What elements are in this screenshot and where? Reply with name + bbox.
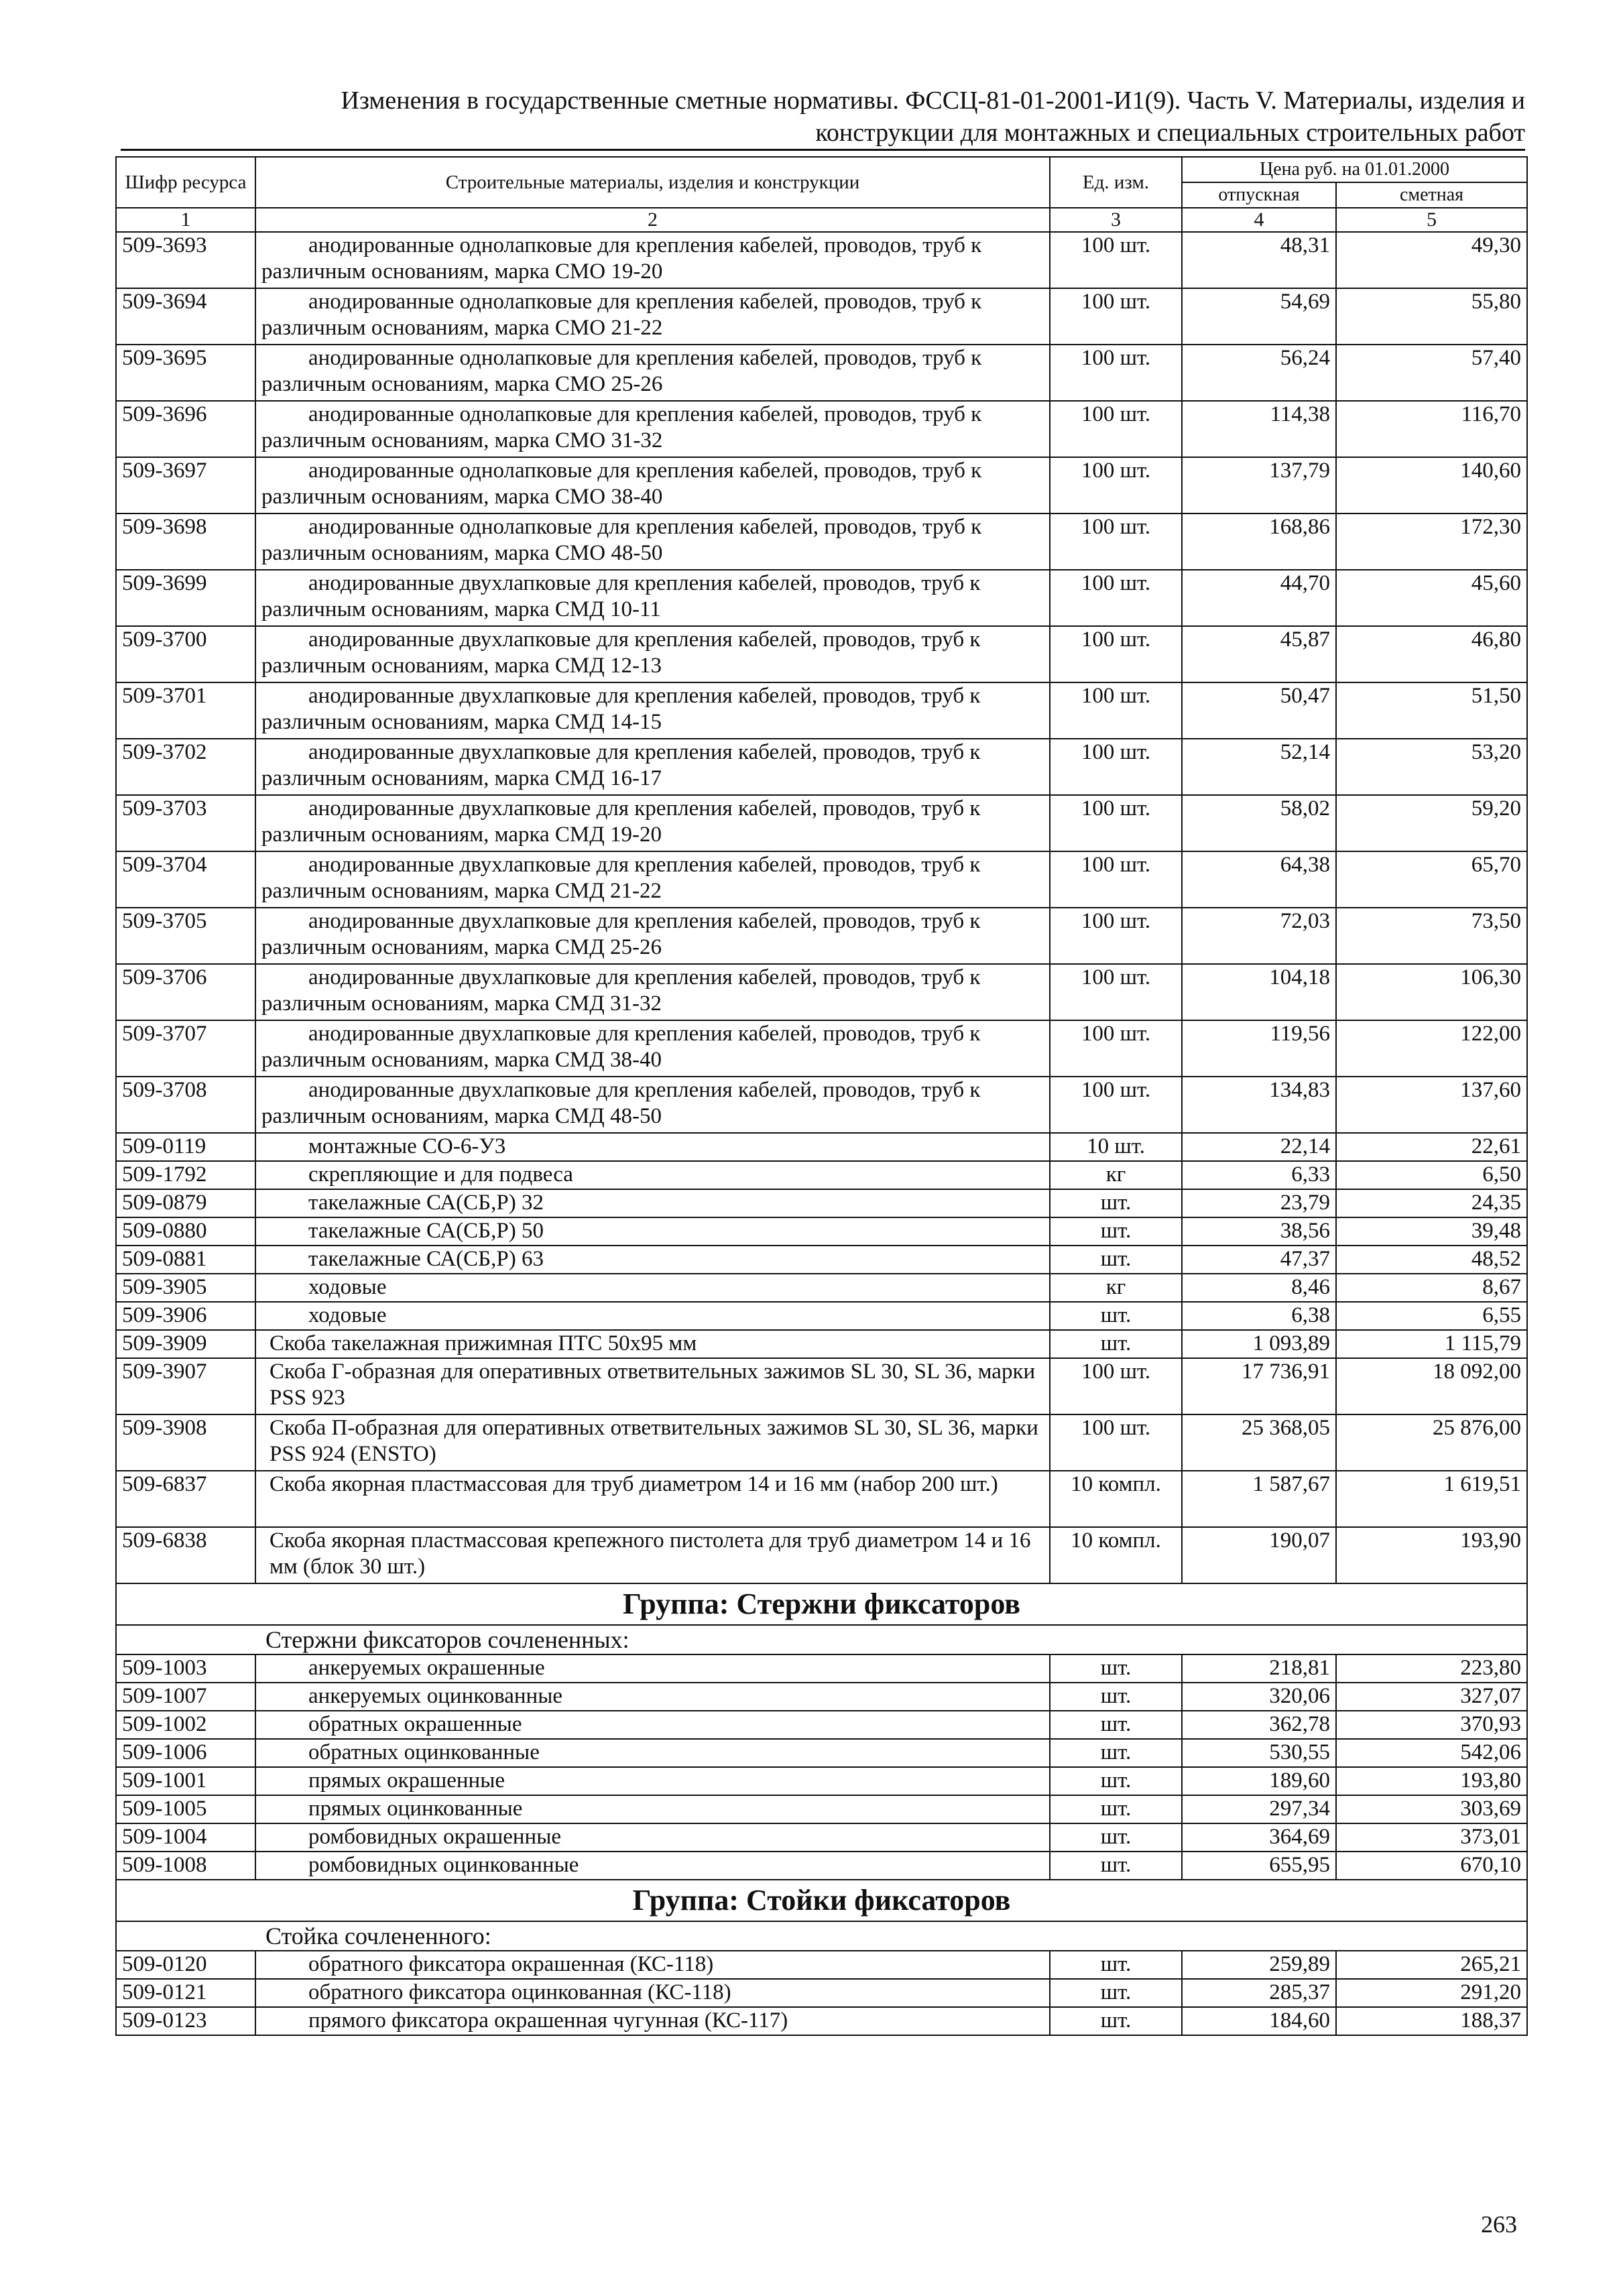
release-price: 297,34	[1182, 1795, 1336, 1823]
table-row	[116, 1527, 1527, 1583]
material-name: ромбовидных окрашенные	[255, 1823, 1050, 1852]
table-row	[116, 908, 1527, 964]
estimate-price: 193,80	[1336, 1767, 1527, 1795]
subgroup-heading-row	[116, 1625, 1527, 1654]
unit-of-measure: 100 шт.	[1050, 232, 1182, 288]
table-row	[116, 1951, 1527, 1979]
table-row	[116, 795, 1527, 851]
resource-code: 509-0119	[116, 1133, 255, 1161]
unit-of-measure: 100 шт.	[1050, 513, 1182, 570]
estimate-price: 73,50	[1336, 908, 1527, 964]
release-price: 25 368,05	[1182, 1414, 1336, 1471]
estimate-price: 223,80	[1336, 1654, 1527, 1683]
table-row	[116, 1133, 1527, 1161]
material-name: анодированные однолапковые для крепления кабелей, проводов, труб к различным основаниям, марка СМО 21-22	[255, 288, 1050, 345]
table-row	[116, 401, 1527, 457]
material-name: прямого фиксатора окрашенная чугунная (КС-117)	[255, 2007, 1050, 2035]
estimate-price: 370,93	[1336, 1711, 1527, 1739]
material-name: скрепляющие и для подвеса	[255, 1161, 1050, 1189]
unit-of-measure: шт.	[1050, 1852, 1182, 1880]
material-name: ромбовидных оцинкованные	[255, 1852, 1050, 1880]
resource-code: 509-3909	[116, 1330, 255, 1358]
material-name: анодированные однолапковые для крепления кабелей, проводов, труб к различным основаниям, марка СМО 19-20	[255, 232, 1050, 288]
table-row	[116, 1852, 1527, 1880]
estimate-price: 57,40	[1336, 345, 1527, 401]
release-price: 48,31	[1182, 232, 1336, 288]
unit-of-measure: 100 шт.	[1050, 1077, 1182, 1133]
table-row	[116, 1683, 1527, 1711]
subgroup-heading: Стержни фиксаторов сочлененных:	[116, 1625, 1527, 1654]
release-price: 655,95	[1182, 1852, 1336, 1880]
subgroup-heading: Стойка сочлененного:	[116, 1921, 1527, 1951]
resource-code: 509-1008	[116, 1852, 255, 1880]
material-name: обратных оцинкованные	[255, 1739, 1050, 1767]
material-name: Скоба якорная пластмассовая крепежного пистолета для труб диаметром 14 и 16 мм (блок 30 шт.)	[255, 1527, 1050, 1583]
unit-of-measure: шт.	[1050, 1330, 1182, 1358]
release-price: 320,06	[1182, 1683, 1336, 1711]
table-row	[116, 1302, 1527, 1330]
material-name: такелажные СА(СБ,Р) 50	[255, 1217, 1050, 1246]
release-price: 23,79	[1182, 1189, 1336, 1217]
estimate-price: 670,10	[1336, 1852, 1527, 1880]
table-row	[116, 232, 1527, 288]
release-price: 45,87	[1182, 626, 1336, 682]
estimate-price: 116,70	[1336, 401, 1527, 457]
column-header-code: Шифр ресурса	[116, 157, 255, 208]
material-name: прямых оцинкованные	[255, 1795, 1050, 1823]
column-number: 2	[255, 208, 1050, 232]
unit-of-measure: шт.	[1050, 1302, 1182, 1330]
unit-of-measure: 10 компл.	[1050, 1471, 1182, 1527]
resource-code: 509-3698	[116, 513, 255, 570]
table-row	[116, 513, 1527, 570]
material-name: монтажные СО-6-У3	[255, 1133, 1050, 1161]
release-price: 285,37	[1182, 1979, 1336, 2007]
header-line-2: конструкции для монтажных и специальных строительных работ	[121, 118, 1525, 151]
resource-code: 509-3696	[116, 401, 255, 457]
material-name: обратного фиксатора оцинкованная (КС-118)	[255, 1979, 1050, 2007]
release-price: 72,03	[1182, 908, 1336, 964]
table-row	[116, 1330, 1527, 1358]
table-row	[116, 1246, 1527, 1274]
estimate-price: 8,67	[1336, 1274, 1527, 1302]
release-price: 38,56	[1182, 1217, 1336, 1246]
resource-code: 509-3706	[116, 964, 255, 1020]
estimate-price: 140,60	[1336, 457, 1527, 513]
table-row	[116, 1979, 1527, 2007]
group-heading-row	[116, 1880, 1527, 1921]
unit-of-measure: шт.	[1050, 1739, 1182, 1767]
release-price: 22,14	[1182, 1133, 1336, 1161]
resource-code: 509-3707	[116, 1020, 255, 1077]
resource-code: 509-3708	[116, 1077, 255, 1133]
material-name: ходовые	[255, 1274, 1050, 1302]
unit-of-measure: 100 шт.	[1050, 795, 1182, 851]
unit-of-measure: кг	[1050, 1274, 1182, 1302]
release-price: 119,56	[1182, 1020, 1336, 1077]
estimate-price: 51,50	[1336, 682, 1527, 739]
unit-of-measure: 100 шт.	[1050, 345, 1182, 401]
release-price: 6,33	[1182, 1161, 1336, 1189]
material-name: анодированные двухлапковые для крепления кабелей, проводов, труб к различным основаниям, марка СМД 19-20	[255, 795, 1050, 851]
group-heading-row	[116, 1583, 1527, 1625]
resource-code: 509-3695	[116, 345, 255, 401]
column-number: 5	[1336, 208, 1527, 232]
release-price: 58,02	[1182, 795, 1336, 851]
unit-of-measure: шт.	[1050, 1711, 1182, 1739]
table-row	[116, 682, 1527, 739]
material-name: прямых окрашенные	[255, 1767, 1050, 1795]
estimate-price: 265,21	[1336, 1951, 1527, 1979]
release-price: 17 736,91	[1182, 1358, 1336, 1414]
resource-code: 509-1006	[116, 1739, 255, 1767]
unit-of-measure: шт.	[1050, 1823, 1182, 1852]
table-row	[116, 739, 1527, 795]
material-name: анодированные двухлапковые для крепления кабелей, проводов, труб к различным основаниям, марка СМД 21-22	[255, 851, 1050, 908]
table-row	[116, 1471, 1527, 1527]
column-number: 4	[1182, 208, 1336, 232]
group-heading: Группа: Стойки фиксаторов	[116, 1880, 1527, 1921]
table-row	[116, 1358, 1527, 1414]
column-number-row	[116, 208, 1527, 232]
estimate-price: 542,06	[1336, 1739, 1527, 1767]
column-header-release: отпускная	[1182, 182, 1336, 208]
unit-of-measure: 100 шт.	[1050, 851, 1182, 908]
table-row	[116, 851, 1527, 908]
estimate-price: 45,60	[1336, 570, 1527, 626]
material-name: анодированные двухлапковые для крепления кабелей, проводов, труб к различным основаниям, марка СМД 48-50	[255, 1077, 1050, 1133]
material-name: такелажные СА(СБ,Р) 63	[255, 1246, 1050, 1274]
estimate-price: 291,20	[1336, 1979, 1527, 2007]
release-price: 364,69	[1182, 1823, 1336, 1852]
release-price: 530,55	[1182, 1739, 1336, 1767]
table-row	[116, 626, 1527, 682]
estimate-price: 106,30	[1336, 964, 1527, 1020]
table-row	[116, 2007, 1527, 2035]
material-name: анкеруемых окрашенные	[255, 1654, 1050, 1683]
release-price: 6,38	[1182, 1302, 1336, 1330]
material-name: анодированные двухлапковые для крепления кабелей, проводов, труб к различным основаниям, марка СМД 12-13	[255, 626, 1050, 682]
table-row	[116, 1189, 1527, 1217]
unit-of-measure: 100 шт.	[1050, 457, 1182, 513]
release-price: 52,14	[1182, 739, 1336, 795]
resource-code: 509-6837	[116, 1471, 255, 1527]
estimate-price: 137,60	[1336, 1077, 1527, 1133]
estimate-price: 49,30	[1336, 232, 1527, 288]
price-table	[115, 156, 1528, 2036]
resource-code: 509-1001	[116, 1767, 255, 1795]
page-number: 263	[1481, 2211, 1517, 2238]
material-name: обратного фиксатора окрашенная (КС-118)	[255, 1951, 1050, 1979]
release-price: 54,69	[1182, 288, 1336, 345]
unit-of-measure: шт.	[1050, 1795, 1182, 1823]
release-price: 1 587,67	[1182, 1471, 1336, 1527]
resource-code: 509-3908	[116, 1414, 255, 1471]
table-row	[116, 1414, 1527, 1471]
estimate-price: 1 619,51	[1336, 1471, 1527, 1527]
estimate-price: 25 876,00	[1336, 1414, 1527, 1471]
estimate-price: 53,20	[1336, 739, 1527, 795]
material-name: Скоба П-образная для оперативных ответвительных зажимов SL 30, SL 36, марки PSS 924 (ENSTO)	[255, 1414, 1050, 1471]
unit-of-measure: шт.	[1050, 1246, 1182, 1274]
material-name: анодированные однолапковые для крепления кабелей, проводов, труб к различным основаниям, марка СМО 25-26	[255, 345, 1050, 401]
column-header-name: Строительные материалы, изделия и конструкции	[255, 157, 1050, 208]
estimate-price: 122,00	[1336, 1020, 1527, 1077]
estimate-price: 172,30	[1336, 513, 1527, 570]
release-price: 56,24	[1182, 345, 1336, 401]
release-price: 50,47	[1182, 682, 1336, 739]
material-name: анодированные двухлапковые для крепления кабелей, проводов, труб к различным основаниям, марка СМД 31-32	[255, 964, 1050, 1020]
estimate-price: 55,80	[1336, 288, 1527, 345]
resource-code: 509-3697	[116, 457, 255, 513]
resource-code: 509-0879	[116, 1189, 255, 1217]
unit-of-measure: 100 шт.	[1050, 739, 1182, 795]
release-price: 64,38	[1182, 851, 1336, 908]
material-name: анодированные двухлапковые для крепления кабелей, проводов, труб к различным основаниям, марка СМД 14-15	[255, 682, 1050, 739]
table-row	[116, 1711, 1527, 1739]
table-row	[116, 288, 1527, 345]
column-header-price: Цена руб. на 01.01.2000	[1182, 157, 1527, 182]
resource-code: 509-3699	[116, 570, 255, 626]
table-row	[116, 1217, 1527, 1246]
release-price: 8,46	[1182, 1274, 1336, 1302]
estimate-price: 373,01	[1336, 1823, 1527, 1852]
unit-of-measure: 100 шт.	[1050, 570, 1182, 626]
release-price: 137,79	[1182, 457, 1336, 513]
table-row	[116, 1795, 1527, 1823]
release-price: 189,60	[1182, 1767, 1336, 1795]
table-row	[116, 1654, 1527, 1683]
material-name: обратных окрашенные	[255, 1711, 1050, 1739]
unit-of-measure: шт.	[1050, 1217, 1182, 1246]
material-name: Скоба такелажная прижимная ПТС 50х95 мм	[255, 1330, 1050, 1358]
material-name: анкеруемых оцинкованные	[255, 1683, 1050, 1711]
unit-of-measure: 10 шт.	[1050, 1133, 1182, 1161]
resource-code: 509-3905	[116, 1274, 255, 1302]
unit-of-measure: шт.	[1050, 1654, 1182, 1683]
resource-code: 509-3702	[116, 739, 255, 795]
material-name: ходовые	[255, 1302, 1050, 1330]
table-row	[116, 964, 1527, 1020]
unit-of-measure: шт.	[1050, 1189, 1182, 1217]
unit-of-measure: 100 шт.	[1050, 288, 1182, 345]
release-price: 259,89	[1182, 1951, 1336, 1979]
material-name: такелажные СА(СБ,Р) 32	[255, 1189, 1050, 1217]
material-name: анодированные однолапковые для крепления кабелей, проводов, труб к различным основаниям, марка СМО 31-32	[255, 401, 1050, 457]
material-name: анодированные двухлапковые для крепления кабелей, проводов, труб к различным основаниям, марка СМД 16-17	[255, 739, 1050, 795]
resource-code: 509-0121	[116, 1979, 255, 2007]
resource-code: 509-1002	[116, 1711, 255, 1739]
release-price: 190,07	[1182, 1527, 1336, 1583]
group-heading: Группа: Стержни фиксаторов	[116, 1583, 1527, 1625]
table-row	[116, 1767, 1527, 1795]
release-price: 134,83	[1182, 1077, 1336, 1133]
unit-of-measure: 100 шт.	[1050, 1358, 1182, 1414]
table-row	[116, 457, 1527, 513]
header-line-1: Изменения в государственные сметные нормативы. ФССЦ-81-01-2001-И1(9). Часть V. Материалы, изделия и	[341, 86, 1525, 115]
resource-code: 509-0123	[116, 2007, 255, 2035]
unit-of-measure: кг	[1050, 1161, 1182, 1189]
unit-of-measure: 100 шт.	[1050, 626, 1182, 682]
subgroup-heading-row	[116, 1921, 1527, 1951]
resource-code: 509-3705	[116, 908, 255, 964]
column-number: 1	[116, 208, 255, 232]
table-row	[116, 570, 1527, 626]
material-name: анодированные однолапковые для крепления кабелей, проводов, труб к различным основаниям, марка СМО 38-40	[255, 457, 1050, 513]
resource-code: 509-0881	[116, 1246, 255, 1274]
material-name: Скоба Г-образная для оперативных ответвительных зажимов SL 30, SL 36, марки PSS 923	[255, 1358, 1050, 1414]
column-header-estimate: сметная	[1336, 182, 1527, 208]
estimate-price: 1 115,79	[1336, 1330, 1527, 1358]
release-price: 47,37	[1182, 1246, 1336, 1274]
estimate-price: 6,50	[1336, 1161, 1527, 1189]
column-header-unit: Ед. изм.	[1050, 157, 1182, 208]
release-price: 104,18	[1182, 964, 1336, 1020]
unit-of-measure: 100 шт.	[1050, 908, 1182, 964]
unit-of-measure: шт.	[1050, 1683, 1182, 1711]
unit-of-measure: шт.	[1050, 2007, 1182, 2035]
table-row	[116, 1739, 1527, 1767]
resource-code: 509-3693	[116, 232, 255, 288]
estimate-price: 46,80	[1336, 626, 1527, 682]
estimate-price: 6,55	[1336, 1302, 1527, 1330]
release-price: 114,38	[1182, 401, 1336, 457]
estimate-price: 303,69	[1336, 1795, 1527, 1823]
material-name: анодированные двухлапковые для крепления кабелей, проводов, труб к различным основаниям, марка СМД 38-40	[255, 1020, 1050, 1077]
estimate-price: 22,61	[1336, 1133, 1527, 1161]
unit-of-measure: шт.	[1050, 1767, 1182, 1795]
resource-code: 509-6838	[116, 1527, 255, 1583]
estimate-price: 48,52	[1336, 1246, 1527, 1274]
unit-of-measure: 100 шт.	[1050, 964, 1182, 1020]
resource-code: 509-1792	[116, 1161, 255, 1189]
resource-code: 509-3694	[116, 288, 255, 345]
estimate-price: 24,35	[1336, 1189, 1527, 1217]
table-row	[116, 1161, 1527, 1189]
estimate-price: 193,90	[1336, 1527, 1527, 1583]
resource-code: 509-1004	[116, 1823, 255, 1852]
resource-code: 509-3703	[116, 795, 255, 851]
release-price: 1 093,89	[1182, 1330, 1336, 1358]
release-price: 218,81	[1182, 1654, 1336, 1683]
unit-of-measure: 100 шт.	[1050, 682, 1182, 739]
table-row	[116, 1823, 1527, 1852]
resource-code: 509-0880	[116, 1217, 255, 1246]
resource-code: 509-3700	[116, 626, 255, 682]
resource-code: 509-1005	[116, 1795, 255, 1823]
unit-of-measure: 10 компл.	[1050, 1527, 1182, 1583]
table-row	[116, 1020, 1527, 1077]
estimate-price: 18 092,00	[1336, 1358, 1527, 1414]
material-name: анодированные однолапковые для крепления кабелей, проводов, труб к различным основаниям, марка СМО 48-50	[255, 513, 1050, 570]
material-name: анодированные двухлапковые для крепления кабелей, проводов, труб к различным основаниям, марка СМД 10-11	[255, 570, 1050, 626]
column-number: 3	[1050, 208, 1182, 232]
estimate-price: 65,70	[1336, 851, 1527, 908]
unit-of-measure: 100 шт.	[1050, 1414, 1182, 1471]
estimate-price: 327,07	[1336, 1683, 1527, 1711]
unit-of-measure: 100 шт.	[1050, 401, 1182, 457]
estimate-price: 59,20	[1336, 795, 1527, 851]
table-row	[116, 1274, 1527, 1302]
unit-of-measure: шт.	[1050, 1951, 1182, 1979]
unit-of-measure: шт.	[1050, 1979, 1182, 2007]
resource-code: 509-0120	[116, 1951, 255, 1979]
resource-code: 509-1003	[116, 1654, 255, 1683]
table-row	[116, 1077, 1527, 1133]
resource-code: 509-3704	[116, 851, 255, 908]
resource-code: 509-3701	[116, 682, 255, 739]
material-name: Скоба якорная пластмассовая для труб диаметром 14 и 16 мм (набор 200 шт.)	[255, 1471, 1050, 1527]
document-header	[121, 86, 1525, 151]
resource-code: 509-3907	[116, 1358, 255, 1414]
unit-of-measure: 100 шт.	[1050, 1020, 1182, 1077]
release-price: 168,86	[1182, 513, 1336, 570]
release-price: 184,60	[1182, 2007, 1336, 2035]
resource-code: 509-3906	[116, 1302, 255, 1330]
release-price: 44,70	[1182, 570, 1336, 626]
estimate-price: 39,48	[1336, 1217, 1527, 1246]
estimate-price: 188,37	[1336, 2007, 1527, 2035]
resource-code: 509-1007	[116, 1683, 255, 1711]
table-row	[116, 345, 1527, 401]
release-price: 362,78	[1182, 1711, 1336, 1739]
material-name: анодированные двухлапковые для крепления кабелей, проводов, труб к различным основаниям, марка СМД 25-26	[255, 908, 1050, 964]
